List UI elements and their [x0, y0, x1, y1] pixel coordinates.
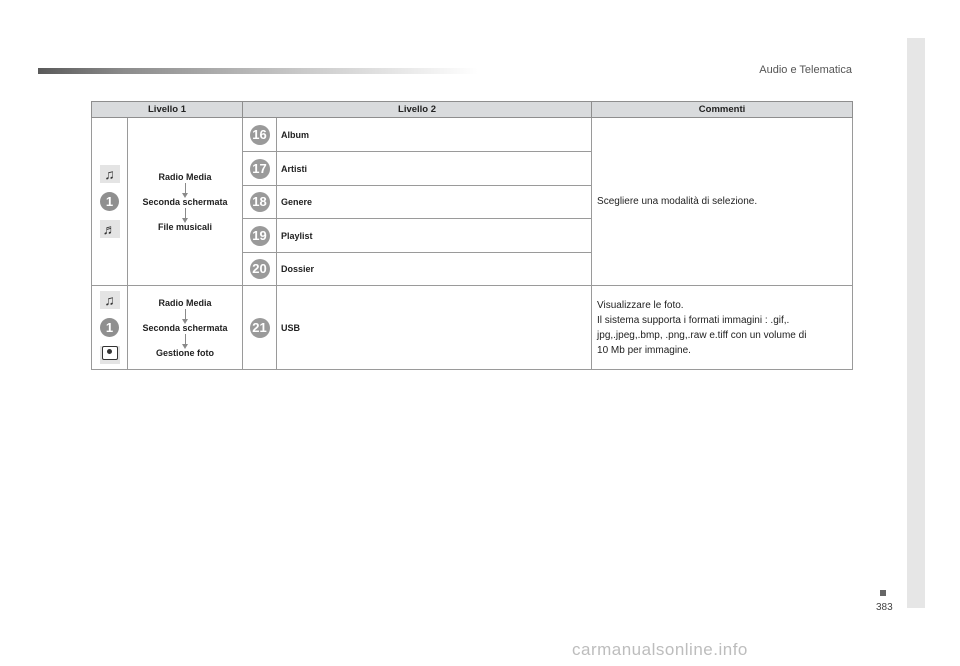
comment-line: Il sistema supporta i formati immagini : .gif,. [597, 314, 790, 326]
flow-step: Seconda schermata [142, 196, 228, 207]
section-title: Audio e Telematica [759, 64, 852, 76]
level1-flow-photo [128, 286, 243, 370]
photo-icon [100, 346, 120, 364]
item-number-badge: 21 [250, 318, 270, 338]
level2-badge-cell [243, 253, 277, 286]
item-number-badge: 18 [250, 192, 270, 212]
table-row [92, 118, 853, 152]
item-number-badge: 16 [250, 125, 270, 145]
comment-line: 10 Mb per immagine. [597, 344, 691, 356]
comment-music: Scegliere una modalità di selezione. [592, 118, 853, 286]
item-number-badge: 17 [250, 159, 270, 179]
flow-step: Radio Media [158, 297, 212, 308]
level2-badge-cell [243, 152, 277, 186]
level1-icons-music [92, 118, 128, 286]
watermark: carmanualsonline.info [572, 640, 748, 659]
music-notes-icon: ♬ [100, 220, 120, 238]
page-edge-rail [907, 38, 925, 608]
level2-label: Genere [277, 186, 592, 219]
arrow-down-icon [185, 334, 186, 346]
music-note-icon: ♫ [100, 165, 120, 183]
level2-label: Artisti [277, 152, 592, 186]
page-marker [880, 590, 886, 596]
level2-badge-cell [243, 286, 277, 370]
level1-flow-music [128, 118, 243, 286]
flow-step: Gestione foto [156, 347, 214, 358]
flow-step: Radio Media [158, 171, 212, 182]
column-header-comments: Commenti [592, 102, 853, 118]
arrow-down-icon [185, 208, 186, 220]
level2-badge-cell [243, 219, 277, 253]
step-badge: 1 [100, 192, 119, 211]
table-header-row [92, 102, 853, 118]
level2-label: USB [277, 286, 592, 370]
flow-step: Seconda schermata [142, 322, 228, 333]
level2-badge-cell [243, 186, 277, 219]
header-gradient-bar [38, 68, 478, 74]
arrow-down-icon [185, 309, 186, 321]
column-header-level1: Livello 1 [92, 102, 243, 118]
step-badge: 1 [100, 318, 119, 337]
table-row [92, 286, 853, 370]
column-header-level2: Livello 2 [243, 102, 592, 118]
level2-label: Dossier [277, 253, 592, 286]
level1-icons-photo [92, 286, 128, 370]
comment-line: Visualizzare le foto. [597, 299, 684, 311]
item-number-badge: 19 [250, 226, 270, 246]
level2-badge-cell [243, 118, 277, 152]
level2-label: Album [277, 118, 592, 152]
menu-table [91, 101, 853, 370]
comment-line: jpg,.jpeg,.bmp, .png,.raw e.tiff con un volume di [597, 329, 807, 341]
comment-photo [592, 286, 853, 370]
level2-label: Playlist [277, 219, 592, 253]
item-number-badge: 20 [250, 259, 270, 279]
page-number: 383 [876, 602, 893, 613]
music-note-icon: ♫ [100, 291, 120, 309]
arrow-down-icon [185, 183, 186, 195]
flow-step: File musicali [157, 221, 213, 232]
